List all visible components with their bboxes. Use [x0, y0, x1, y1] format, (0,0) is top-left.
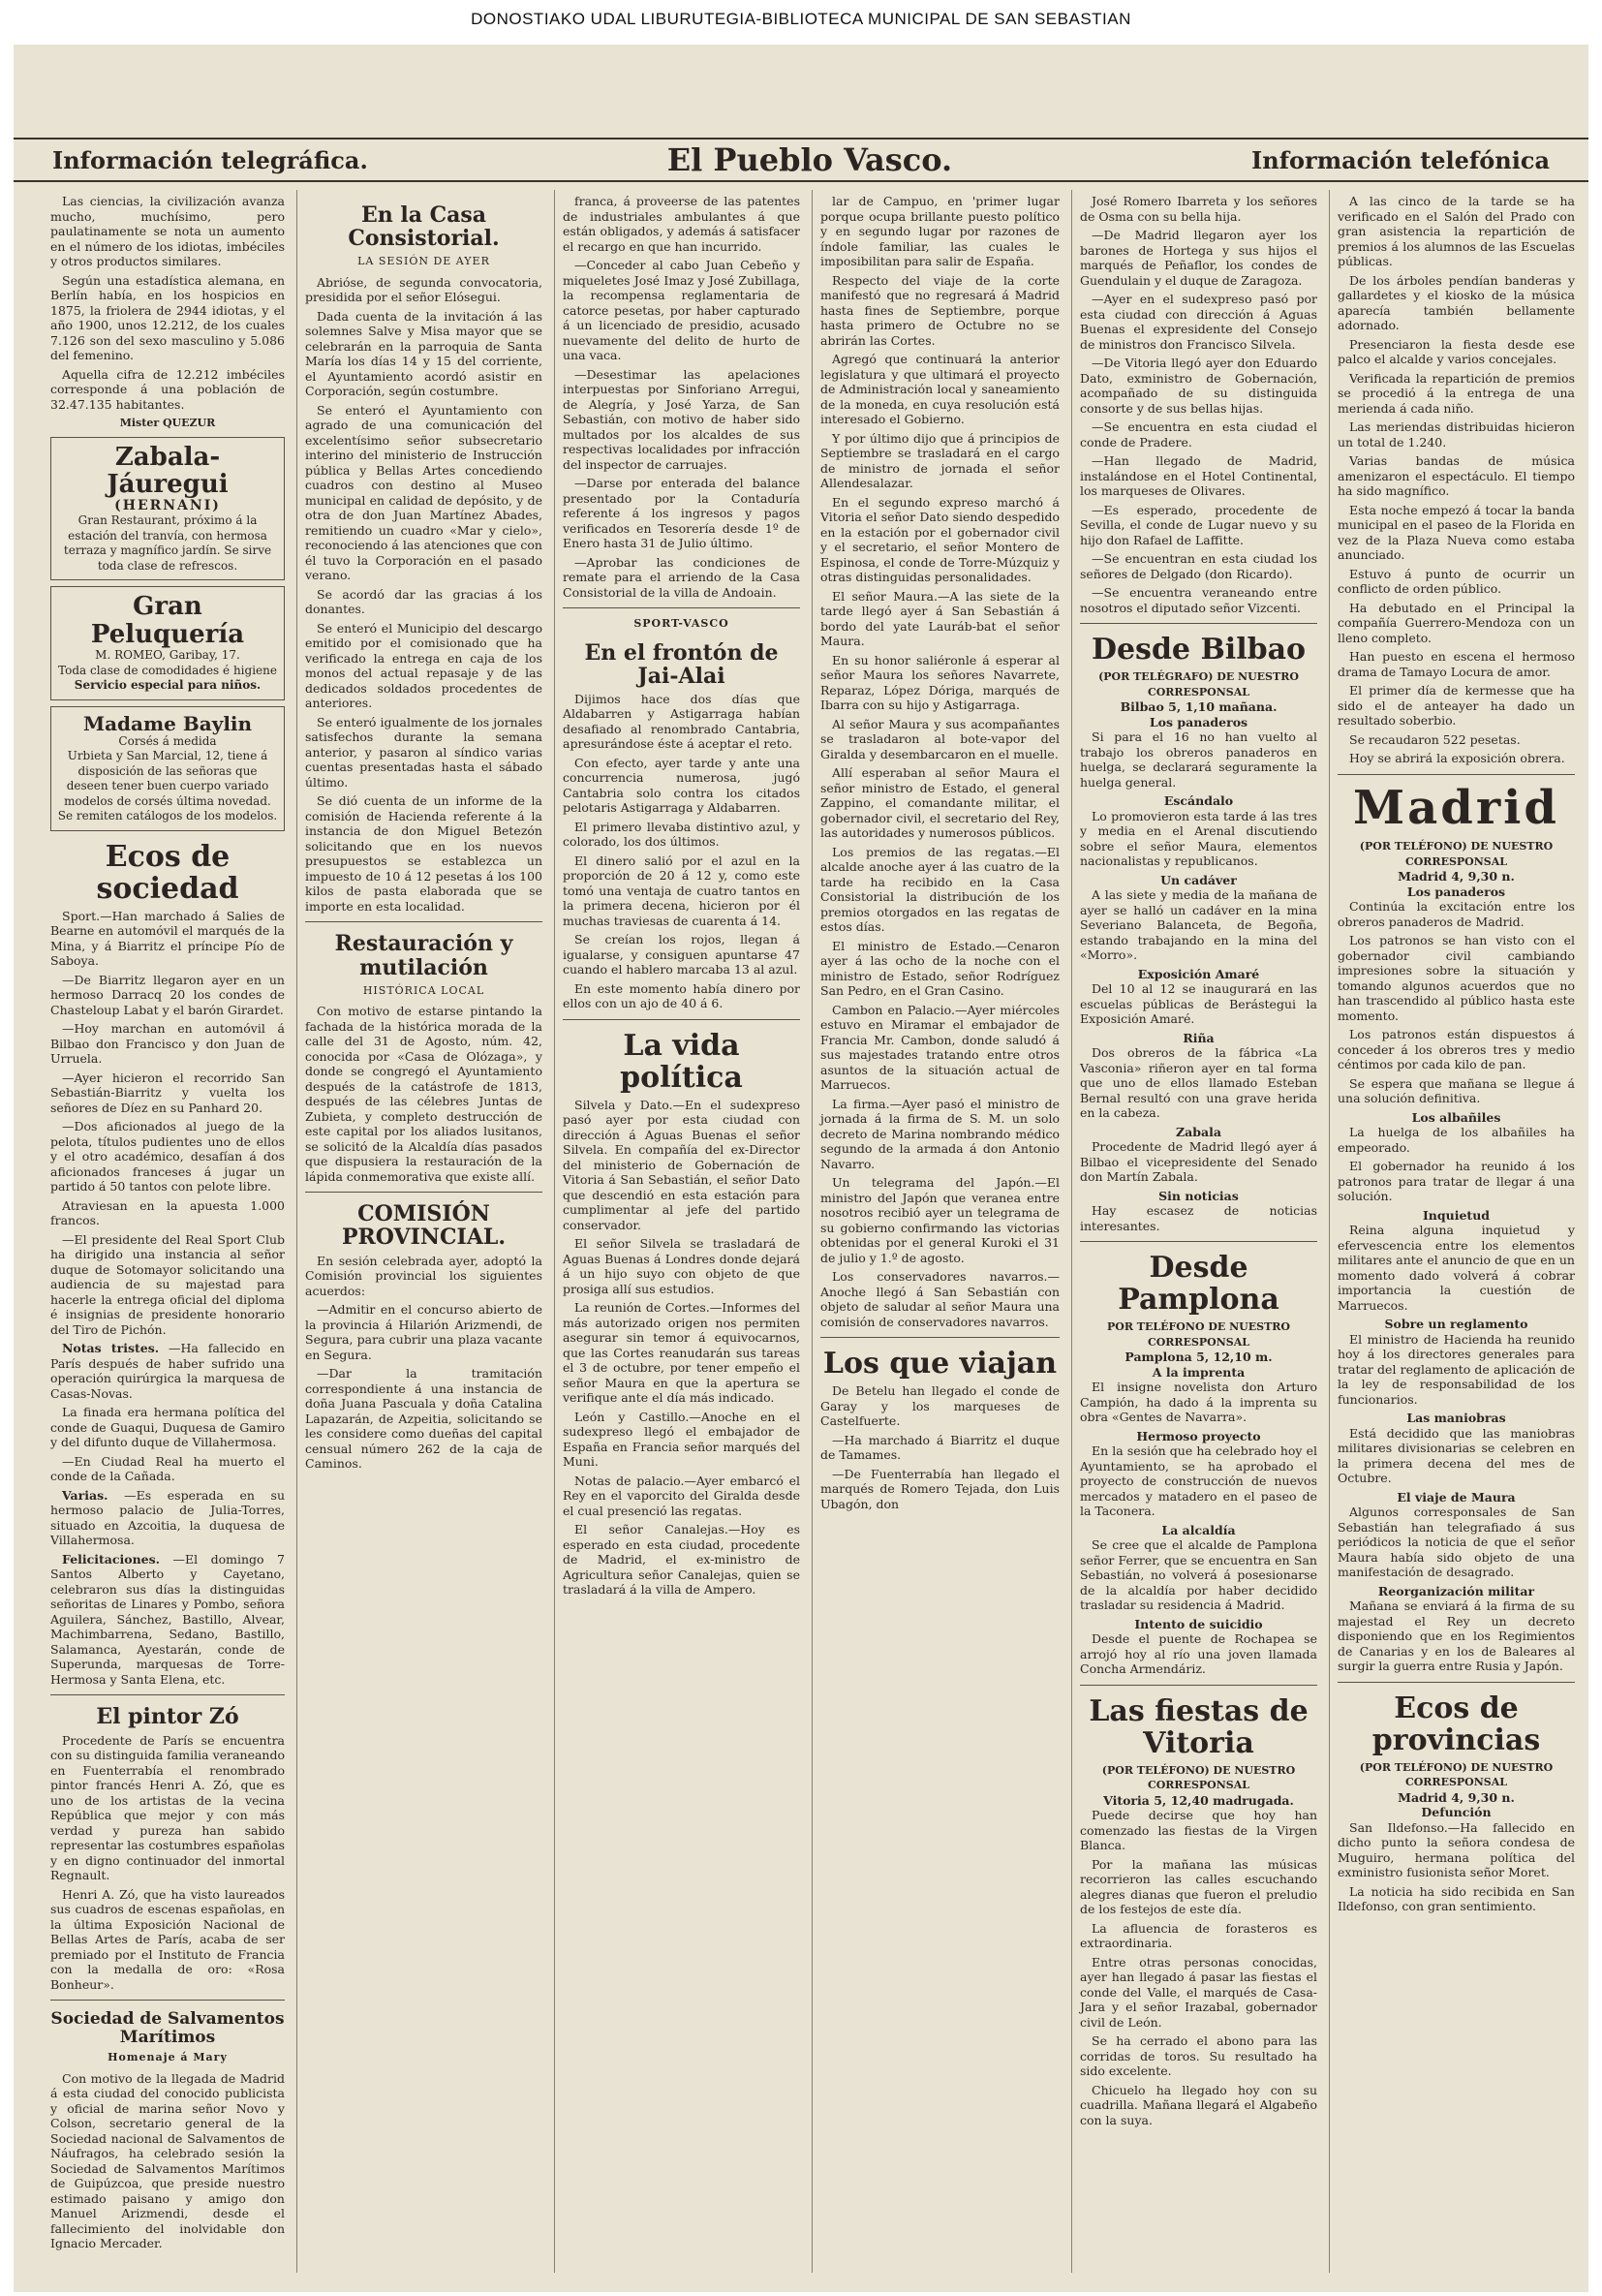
article-paragraph: Si para el 16 no han vuelto al trabajo los obreros panaderos en huelga, se declarará seguramente la huelga general.	[1080, 729, 1317, 790]
article-paragraph: Atraviesan en la apuesta 1.000 francos.	[50, 1197, 285, 1228]
section-subtitle: LA SESIÓN DE AYER	[357, 255, 490, 268]
divider	[820, 1337, 1060, 1338]
article-paragraph: A las cinco de la tarde se ha verificado en el Salón del Prado con gran asistencia la repartición de premios á los alumnos de las Escuelas públicas.	[1338, 194, 1575, 268]
ad-title: Zabala-Jáuregui	[107, 442, 229, 500]
article-paragraph: Mañana se enviará á la firma de su majestad el Rey un decreto disponiendo que en los Regimientos de Canarias y en los de Baleares al surgir la guerra entre Rusia y Japón.	[1338, 1598, 1575, 1674]
article-paragraph: Verificada la repartición de premios se procedió á la entrega de una merienda á cada niño.	[1338, 370, 1575, 416]
article-paragraph: Dos obreros de la fábrica «La Vasconia» riñeron ayer en tal forma que uno de ellos llamado Esteban Bernal resultó con una grave herida en la cabeza.	[1080, 1045, 1317, 1120]
article-paragraph: El señor Canalejas.—Hoy es esperado en esta ciudad, procedente de Madrid, el ex-ministro de Agricultura señor Canalejas, quien se trasladará á la villa de Ampero.	[563, 1522, 800, 1598]
article-paragraph: Han puesto en escena el hermoso drama de Tamayo Locura de amor.	[1338, 649, 1575, 679]
subheading: Zabala	[1176, 1124, 1221, 1139]
ad-text: Se remiten catálogos de los modelos.	[57, 809, 278, 823]
section-title-vitoria: Las fiestas de Vitoria	[1089, 1693, 1309, 1760]
article-paragraph: Presenciaron la fiesta desde ese palco el alcalde y varios concejales.	[1338, 336, 1575, 366]
subheading: Las maniobras	[1406, 1411, 1506, 1426]
column-4	[812, 190, 1067, 2273]
article-paragraph: —Conceder al cabo Juan Cebeño y miqueletes José Imaz y José Zubillaga, la recompensa reglamentaria de catorce pesetas, por haber capturado á un licenciado de presidio, acusado nuevamente del delito de hurto de una vaca.	[563, 258, 800, 362]
article-paragraph: Los premios de las regatas.—El alcalde anoche ayer á las cuatro de la tarde ha recibido en la Casa Consistorial la distribución de los premios otorgados en las regatas de estos días.	[820, 844, 1060, 934]
article-paragraph: franca, á proveerse de las patentes de industriales ambulantes á que están obligados, y además á satisfacer el recargo en que han incurrido.	[563, 194, 800, 254]
section-title-bilbao: Desde Bilbao	[1091, 633, 1307, 667]
ad-title: Gran Peluquería	[90, 592, 245, 649]
article-paragraph: A las siete y media de la mañana de ayer se halló un cadáver en la mina Severiano Balanceta, de Begoña, estando trabajando en la mina del «Morro».	[1080, 887, 1317, 962]
byline: (POR TELÉFONO) DE NUESTRO CORRESPONSAL	[1101, 1763, 1296, 1791]
article-paragraph: Chicuelo ha llegado hoy con su cuadrilla. Mañana llegará el Algabeño con la suya.	[1080, 2082, 1317, 2127]
article-paragraph: El primero llevaba distintivo azul, y colorado, los dos últimos.	[563, 819, 800, 850]
article-paragraph: Silvela y Dato.—En el sudexpreso pasó ayer por esta ciudad con dirección á Aguas Buenas el señor Silvela. En compañía del ex-Director del ministerio de Gobernación de Vitoria á San Sebastián, el señor Dato que descendió en esta estación para cumplimentar al jefe del partido conservador.	[563, 1097, 800, 1232]
section-title-comision: COMISIÓN PROVINCIAL.	[341, 1201, 507, 1251]
section-title-salvamento: Sociedad de Salvamentos Marítimos	[50, 2009, 285, 2047]
article-paragraph: —Se encuentran en esta ciudad los señores de Delgado (don Ricardo).	[1080, 551, 1317, 581]
divider	[1080, 1685, 1317, 1686]
article-paragraph: La finada era hermana política del conde de Guaqui, Duquesa de Gamiro y del difunto duque de Villahermosa.	[50, 1405, 285, 1450]
intro-signature: Mister QUEZUR	[119, 417, 216, 429]
article-paragraph: —Dos aficionados al juego de la pelota, títulos pudientes uno de ellos y el otro académico, desafían á dos aficionados franceses á jugar un partido á 50 tantos con pelote libre.	[50, 1119, 285, 1195]
article-paragraph: —Darse por enterada del balance presentado por la Contaduría referente á los ingresos y pagos verificados en Tesorería desde 1º de Enero hasta 31 de Julio último.	[563, 476, 800, 550]
subheading: Inquietud	[1422, 1207, 1491, 1223]
article-paragraph: De Betelu han llegado el conde de Garay y los marqueses de Castelfuerte.	[820, 1383, 1060, 1428]
section-title-ecos-provincias: Ecos de provincias	[1371, 1691, 1541, 1757]
section-label: SPORT-VASCO	[633, 617, 729, 630]
ad-zabala	[50, 437, 285, 581]
article-paragraph: En este momento había dinero por ellos con un ajo de 40 á 6.	[563, 980, 800, 1011]
divider	[305, 1192, 542, 1193]
ad-text: Urbieta y San Marcial, 12, tiene á disposición de las señoras que deseen tener buen cuerpo variado modelos de corsés última novedad.	[64, 749, 271, 808]
ad-subtitle: (HERNANI)	[114, 497, 221, 513]
article-paragraph: El señor Silvela se trasladará de Aguas Buenas á Londres donde dejará á un hijo suyo con objeto de que prosiga allí sus estudios.	[563, 1236, 800, 1296]
divider	[563, 607, 800, 608]
article-paragraph: Lo promovieron esta tarde á las tres y media en el Arenal discutiendo sobre el señor Maura, elementos nacionalistas y republicanos.	[1080, 808, 1317, 868]
article-paragraph: Se ha cerrado el abono para las corridas de toros. Su resultado ha sido excelente.	[1080, 2033, 1317, 2078]
article-paragraph: Los patronos están dispuestos á conceder á los obreros tres y medio céntimos por cada kilo de pan.	[1338, 1027, 1575, 1072]
article-paragraph: Algunos corresponsales de San Sebastián han telegrafiado á sus periódicos la noticia de que el señor Maura había sido objeto de una manifestación de desagrado.	[1338, 1505, 1575, 1580]
article-paragraph: Se recaudaron 522 pesetas.	[1349, 731, 1521, 747]
ad-peluqueria	[50, 586, 285, 700]
subheading: Escándalo	[1163, 793, 1234, 808]
subheading: Intento de suicidio	[1134, 1616, 1263, 1631]
article-paragraph: —Hoy marchan en automóvil á Bilbao don Francisco y don Juan de Urruela.	[50, 1021, 285, 1067]
masthead-left: Información telegráfica.	[52, 145, 368, 174]
article-paragraph: El dinero salió por el azul en la proporción de 20 á 12 y, como este tomó una ventaja de cuatro tantos en la primera decena, hicieron por él muchas traviesas de cuarenta á 14.	[563, 853, 800, 928]
article-paragraph: —De Madrid llegaron ayer los barones de Hortega y sus hijos el marqués de Peñaflor, los condes de Guendulain y el duque de Zaragoza.	[1080, 228, 1317, 288]
article-paragraph: Se dió cuenta de un informe de la comisión de Hacienda referente á la instancia de don Miguel Betezón solicitando que en los nuevos presupuestos se establezca un impuesto de 10 á 12 pesetas á los 100 kilos de pasta elaborada que se importe en esta localidad.	[305, 793, 542, 914]
article-paragraph	[50, 1552, 285, 1688]
ad-madame-baylin	[50, 706, 285, 831]
masthead-title: El Pueblo Vasco.	[666, 141, 953, 178]
article-paragraph: Estuvo á punto de ocurrir un conflicto de orden público.	[1338, 566, 1575, 596]
article-paragraph: La noticia ha sido recibida en San Ildefonso, con gran sentimiento.	[1338, 1883, 1575, 1914]
article-paragraph: —Dar la tramitación correspondiente á una instancia de doña Juana Pascuala y doña Catalina Lapazarán, de Azpeitia, solicitando se les considere como dueñas del capital censual número 262 de la caja de Caminos.	[305, 1366, 542, 1472]
article-paragraph: Las meriendas distribuidas hicieron un total de 1.240.	[1338, 419, 1575, 450]
article-paragraph: En el segundo expreso marchó á Vitoria el señor Dato siendo despedido en la estación por el gobernador civil y el secretario, el señor Montero de Espinosa, el conde de Torre-Múzquiz y otras distinguidas personalidades.	[820, 494, 1060, 584]
article-paragraph: En sesión celebrada ayer, adoptó la Comisión provincial los siguientes acuerdos:	[305, 1253, 542, 1298]
subheading: Hermoso proyecto	[1136, 1428, 1261, 1443]
article-paragraph: Se creían los rojos, llegan á igualarse, y consiguen apuntarse 47 cuando el hablero marcaba 13 al azul.	[563, 932, 800, 977]
article-paragraph: Se enteró el Municipio del descargo emitido por el comisionado que ha verificado la entrega en caja de los monos del actual repasaje y de las dedicados soldados procedentes de anteriores.	[305, 620, 542, 711]
subsection-label: Notas tristes.	[62, 1341, 160, 1356]
article-paragraph: Respecto del viaje de la corte manifestó que no regresará á Madrid hasta fines de Septiembre, porque hasta primero de Octubre no se abrirán las Cortes.	[820, 272, 1060, 348]
article-paragraph: Los patronos se han visto con el gobernador civil cambiando impresiones sobre la situación y tomando algunos acuerdos que no han trascendido al público hasta este momento.	[1338, 933, 1575, 1023]
article-paragraph: La huelga de los albañiles ha empeorado.	[1338, 1125, 1575, 1155]
byline: (POR TELÉFONO) DE NUESTRO CORRESPONSAL	[1359, 840, 1554, 868]
article-paragraph: San Ildefonso.—Ha fallecido en dicho punto la señora condesa de Muguiro, hermana política del exministro fusionista señor Moret.	[1338, 1819, 1575, 1880]
article-paragraph: Está decidido que las maniobras militares divisionarias se celebren en la primera decena del mes de Octubre.	[1338, 1425, 1575, 1486]
article-paragraph: Sport.—Han marchado á Salies de Bearne en automóvil el marqués de la Mina, y á Biarritz el príncipe Pío de Saboya.	[50, 908, 285, 969]
article-paragraph: Ha debutado en el Principal la compañía Guerrero-Mendoza con un lleno completo.	[1338, 600, 1575, 645]
article-paragraph: León y Castillo.—Anoche en el sudexpreso llegó el embajador de España en Francia señor marqués del Muni.	[563, 1409, 800, 1470]
subheading: Los panaderos	[1149, 714, 1248, 729]
article-text: —Es esperada en su hermoso palacio de Julia-Torres, situado en Azcoitia, la duquesa de Villahermosa.	[50, 1487, 285, 1548]
article-paragraph: Agregó que continuará la anterior legislatura y que ultimará el proyecto de Administración local y saneamiento de la moneda, en cuya resolución está interesado el Gobierno.	[820, 352, 1060, 426]
article-paragraph: Abrióse, de segunda convocatoria, presidida por el señor Elósegui.	[305, 274, 542, 305]
article-paragraph: En la sesión que ha celebrado hoy el Ayuntamiento, se ha aprobado el proyecto de construcción de nuevos mercados y matadero en el paseo de la Taconera.	[1080, 1443, 1317, 1518]
article-paragraph: —Ayer en el sudexpreso pasó por esta ciudad con dirección á Aguas Buenas el expresidente del Consejo de ministros don Francisco Silvela.	[1080, 292, 1317, 352]
article-paragraph: —Es esperado, procedente de Sevilla, el conde de Lugar nuevo y su hijo don Rafael de Laffitte.	[1080, 502, 1317, 547]
article-paragraph: —Se encuentra en esta ciudad el conde de Pradere.	[1080, 419, 1317, 450]
article-paragraph: Desde el puente de Rochapea se arrojó hoy al río una joven llamada Concha Armendáriz.	[1080, 1631, 1317, 1676]
article-paragraph: Se espera que mañana se llegue á una solución definitiva.	[1338, 1075, 1575, 1106]
subheading: A la imprenta	[1152, 1364, 1246, 1380]
article-paragraph: —De Fuenterrabía han llegado el marqués de Romero Tejada, don Luis Ubagón, don	[820, 1466, 1060, 1511]
byline: (POR TELÉGRAFO) DE NUESTRO CORRESPONSAL	[1098, 670, 1299, 698]
article-paragraph: La afluencia de forasteros es extraordinaria.	[1080, 1920, 1317, 1950]
divider	[1080, 623, 1317, 624]
subheading: El viaje de Maura	[1397, 1489, 1516, 1505]
article-paragraph: El ministro de Hacienda ha reunido hoy á los directores generales para tratar del reglamento de aplicación de la ley de responsabilidad de los funcionarios.	[1338, 1331, 1575, 1407]
article-paragraph: Del 10 al 12 se inaugurará en las escuelas públicas de Berástegui la Exposición Amaré.	[1080, 981, 1317, 1026]
article-paragraph: El primer día de kermesse que ha sido el de anteayer ha dado un resultado soberbio.	[1338, 683, 1575, 728]
subheading: Los albañiles	[1411, 1109, 1501, 1125]
subheading: Un cadáver	[1160, 872, 1237, 887]
dateline: Bilbao 5, 1,10 mañana.	[1120, 699, 1278, 714]
intro-text: Las ciencias, la civilización avanza mucho, muchísimo, pero paulatinamente se nota un aumento en el número de los idiotas, imbéciles y otros productos similares.	[50, 194, 285, 268]
article-paragraph: El insigne novelista don Arturo Campión, ha dado á la imprenta su obra «Gentes de Navarra».	[1080, 1380, 1317, 1424]
article-paragraph: Con motivo de estarse pintando la fachada de la histórica morada de la calle del 31 de Agosto, núm. 42, conocida por «Casa de Olózaga», y donde se congregó el Ayuntamiento después de la catástrofe de 1813, después de las célebres Juntas de Zubieta, y completo destrucción de este capital por los aliados lusitanos, se solicitó de la Alcaldía días pasados que dispusiera la restauración de la lápida conmemorativa que existe allí.	[305, 1004, 542, 1184]
masthead-right: Información telefónica	[1251, 145, 1550, 174]
newspaper-page	[14, 45, 1588, 2292]
article-paragraph: El gobernador ha reunido á los patronos para tratar de llegar á una solución.	[1338, 1159, 1575, 1204]
article-paragraph: Por la mañana las músicas recorrieron las calles escuchando alegres dianas que fueron el preludio de los festejos de este día.	[1080, 1856, 1317, 1916]
section-title-restauracion: Restauración y mutilación	[334, 931, 513, 980]
subsection-label: Varias.	[62, 1487, 108, 1503]
section-title-jai-alai: En el frontón de Jai-Alai	[584, 639, 779, 689]
article-paragraph: De los árboles pendían banderas y gallardetes y el kiosko de la música aparecía también bellamente adornado.	[1338, 272, 1575, 332]
dateline: Vitoria 5, 12,40 madrugada.	[1103, 1792, 1294, 1808]
section-title-pamplona: Desde Pamplona	[1118, 1251, 1279, 1317]
article-paragraph: —Desestimar las apelaciones interpuestas por Sinforiano Arregui, de Alegría, y José Yarza, de San Sebastián, con motivo de haber sido multados por los alcaldes de sus respectivas localidades por infracción del inspector de carruajes.	[563, 366, 800, 472]
article-paragraph: Continúa la excitación entre los obreros panaderos de Madrid.	[1338, 899, 1575, 929]
section-subtitle: Homenaje á Mary	[108, 2051, 228, 2064]
article-paragraph: Con efecto, ayer tarde y ante una concurrencia numerosa, jugó Cantabria solo contra los citados pelotaris Astigarraga y Aldabarren.	[563, 755, 800, 816]
section-title-los-que-viajan: Los que viajan	[822, 1347, 1058, 1381]
article-paragraph: La firma.—Ayer pasó el ministro de jornada á la firma de S. M. un solo decreto de Marina nombrando médico segundo de la armada á don Antonio Navarro.	[820, 1096, 1060, 1171]
article-paragraph: —En Ciudad Real ha muerto el conde de la Cañada.	[50, 1453, 285, 1484]
article-paragraph: El ministro de Estado.—Cenaron ayer á las ocho de la noche con el ministro de Estado, señor Rodríguez San Pedro, en el Gran Casino.	[820, 938, 1060, 998]
article-paragraph: Se cree que el alcalde de Pamplona señor Ferrer, que se encuentra en San Sebastián, no volverá á posesionarse de la alcaldía por haber decidido trasladar su residencia á Madrid.	[1080, 1537, 1317, 1612]
article-paragraph: —De Vitoria llegó ayer don Eduardo Dato, exministro de Gobernación, acompañado de su distinguida consorte y de sus bellas hijas.	[1080, 356, 1317, 416]
divider	[1338, 1682, 1575, 1683]
dateline: Madrid 4, 9,30 n.	[1398, 1789, 1515, 1805]
article-paragraph: Se acordó dar las gracias á los donantes.	[305, 586, 542, 617]
article-paragraph: Henri A. Zó, que ha visto laureados sus cuadros de escenas españolas, en la última Exposición Nacional de Bellas Artes de París, acaba de ser premiado por el Instituto de Francia con la medalla de oro: «Rosa Bonheur».	[50, 1886, 285, 1992]
article-paragraph: Los conservadores navarros.—Anoche llegó á San Sebastián con objeto de saludar al señor Maura una comisión de conservadores navarros.	[820, 1269, 1060, 1329]
article-paragraph: —Aprobar las condiciones de remate para el arriendo de la Casa Consistorial de la villa de Andoain.	[563, 554, 800, 600]
ad-title: Madame Baylin	[82, 711, 253, 735]
section-title-casa-consistorial: En la Casa Consistorial.	[348, 202, 500, 252]
byline: (POR TELÉFONO) DE NUESTRO CORRESPONSAL	[1359, 1760, 1554, 1789]
article-paragraph: Dada cuenta de la invitación á las solemnes Salve y Misa mayor que se celebrarán en la parroquia de Santa María los días 14 y 15 del corriente, el Ayuntamiento acordó asistir en Corporación, según costumbre.	[305, 308, 542, 399]
dateline: Madrid 4, 9,30 n.	[1398, 869, 1515, 884]
subsection-label: Felicitaciones.	[62, 1551, 161, 1567]
column-2	[296, 190, 550, 2273]
article-paragraph	[50, 1341, 285, 1401]
dateline: Pamplona 5, 12,10 m.	[1124, 1350, 1273, 1364]
article-paragraph: Dijimos hace dos días que Aldabarren y Astigarraga habían desafiado al renombrado Cantabria, apresurándose éste á aceptar el reto.	[563, 691, 800, 752]
article-paragraph: Procedente de Madrid llegó ayer á Bilbao el vicepresidente del Senado don Martín Zabala.	[1080, 1139, 1317, 1184]
article-paragraph: —Han llegado de Madrid, instalándose en el Hotel Continental, los marqueses de Olivares.	[1080, 453, 1317, 498]
article-paragraph: Allí esperaban al señor Maura el señor ministro de Estado, el general Zappino, el comandante militar, el gobernador civil, el secretario del Rey, las autoridades y numerosos públicos.	[820, 765, 1060, 840]
ad-text: Toda clase de comodidades é higiene	[58, 663, 277, 677]
byline: POR TELÉFONO DE NUESTRO CORRESPONSAL	[1106, 1320, 1290, 1349]
article-paragraph: —El presidente del Real Sport Club ha dirigido una instancia al señor duque de Sotomayor solicitando una audiencia de su majestad para hacerle la entrega oficial del diploma é insignias de presidente honorario del Tiro de Pichón.	[50, 1231, 285, 1337]
article-paragraph: Puede decirse que hoy han comenzado las fiestas de la Virgen Blanca.	[1080, 1808, 1317, 1852]
section-subtitle: HISTÓRICA LOCAL	[362, 983, 485, 997]
subheading: Exposición Amaré	[1137, 966, 1260, 981]
article-paragraph: —Se encuentra veraneando entre nosotros el diputado señor Vizcenti.	[1080, 585, 1317, 615]
column-5	[1071, 190, 1325, 2273]
article-text: —El domingo 7 Santos Alberto y Cayetano, celebraron sus días la distinguidas señoritas de Linares y Pombo, señora Aguilera, Sánchez, Bastillo, Alvear, Machimbarrena, Sedano, Bastillo, Salamanca, Ayestarán, conde de Superunda, marquesas de Torre-Hermosa y Santa Elena, etc.	[50, 1551, 285, 1687]
subheading: Sin noticias	[1158, 1188, 1239, 1203]
divider	[305, 921, 542, 922]
article-paragraph: Al señor Maura y sus acompañantes se trasladaron al bote-vapor del Giralda y desembarcaron en el muelle.	[820, 716, 1060, 761]
article-paragraph: Notas de palacio.—Ayer embarcó el Rey en el vaporcito del Giralda desde el cual presenció las regatas.	[563, 1473, 800, 1518]
subheading: Sobre un reglamento	[1384, 1317, 1528, 1332]
article-paragraph: —Ha marchado á Biarritz el duque de Tamames.	[820, 1432, 1060, 1462]
article-paragraph: lar de Campuo, en 'primer lugar porque ocupa brillante puesto político y en segundo lugar por razones de índole familiar, las cuales le imposibilitan para salir de España.	[820, 194, 1060, 268]
article-paragraph: Hoy se abrirá la exposición obrera.	[1349, 751, 1565, 765]
ad-text: Servicio especial para niños.	[74, 678, 262, 693]
article-paragraph: Hay escasez de noticias interesantes.	[1080, 1203, 1317, 1233]
article-paragraph: Varias bandas de música amenizaron el espectáculo. El tiempo ha sido magnífico.	[1338, 453, 1575, 498]
library-header: DONOSTIAKO UDAL LIBURUTEGIA-BIBLIOTECA MUNICIPAL DE SAN SEBASTIAN	[0, 0, 1602, 45]
article-paragraph: Esta noche empezó á tocar la banda municipal en el paseo de la Florida en vez de la Plaza Nueva como estaba anunciado.	[1338, 502, 1575, 562]
subheading: La alcaldía	[1161, 1522, 1236, 1537]
section-title-madrid: Madrid	[1353, 780, 1559, 835]
section-title-ecos: Ecos de sociedad	[96, 839, 239, 906]
ad-text: Gran Restaurant, próximo á la estación del tranvía, con hermosa terraza y magnífico jardín. Se sirve toda clase de refrescos.	[63, 513, 272, 573]
article-paragraph: Procedente de París se encuentra con su distinguida familia veraneando en Fuenterrabía el renombrado pintor francés Henri A. Zó, que es uno de los artistas de la vecina República que mejor y con más verdad y pureza han sabido representar las costumbres españolas y en digno continuador del inmortal Regnault.	[50, 1732, 285, 1883]
divider	[50, 1694, 285, 1695]
article-paragraph: Se enteró el Ayuntamiento con agrado de una comunicación del excelentísimo señor subsecretario interino del ministerio de Instrucción pública y Bellas Artes concediendo cuadros con destino al Museo municipal en calidad de depósito, y de otra de don Juan Martínez Abades, remitiendo un cuadro «Mar y cielo», reconociendo á las atenciones que con él tuvo la Corporación en el pasado verano.	[305, 402, 542, 583]
divider	[1080, 1241, 1317, 1242]
article-paragraph: Cambon en Palacio.—Ayer miércoles estuvo en Miramar el embajador de Francia Mr. Cambon, donde saludó á sus majestades tratando entre otros asuntos de la situación actual de Marruecos.	[820, 1002, 1060, 1092]
article-text: —Ha fallecido en París después de haber sufrido una operación quirúrgica la marquesa de Casas-Novas.	[50, 1341, 285, 1401]
divider	[563, 1019, 800, 1020]
article-paragraph: —Ayer hicieron el recorrido San Sebastián-Biarritz y vuelta los señores de Díez en su Panhard 20.	[50, 1070, 285, 1115]
article-paragraph	[50, 1488, 285, 1548]
ad-subtitle: Corsés á medida	[118, 733, 217, 748]
article-paragraph: El señor Maura.—A las siete de la tarde llegó ayer á San Sebastián á bordo del yate Lauráb-bat el señor Maura.	[820, 588, 1060, 648]
column-1	[43, 190, 293, 2273]
article-paragraph: Se enteró igualmente de los jornales satisfechos durante la semana anterior, y pasaron al síndico varias cuentas presentadas hasta el sábado último.	[305, 714, 542, 790]
intro-text: Aquella cifra de 12.212 imbéciles corresponde á una población de 32.47.135 habitantes.	[50, 366, 285, 412]
divider	[50, 2000, 285, 2001]
article-paragraph: Un telegrama del Japón.—El ministro del Japón que veranea entre nosotros recibió ayer un telegrama de su gobierno confirmando las victorias obtenidas por el general Kuroki el 31 de julio y 1.º de agosto.	[820, 1175, 1060, 1265]
masthead	[14, 138, 1588, 182]
subheading: Los panaderos	[1406, 884, 1506, 899]
article-paragraph: Y por último dijo que á principios de Septiembre se trasladará en el cargo de ministro de jornada el señor Allendesalazar.	[820, 430, 1060, 490]
section-title-pintor: El pintor Zó	[96, 1704, 239, 1730]
article-paragraph: José Romero Ibarreta y los señores de Osma con su bella hija.	[1080, 194, 1317, 224]
intro-text: Según una estadística alemana, en Berlín había, en los hospicios en 1875, la friolera de 2944 idiotas, y el año 1900, unos 12.212, de los cuales 7.126 son del sexo masculino y 5.086 del femenino.	[50, 272, 285, 362]
article-paragraph: —De Biarritz llegaron ayer en un hermoso Darracq 20 los condes de Chasteloup Labat y el barón Girardet.	[50, 972, 285, 1017]
subheading: Defunción	[1421, 1805, 1492, 1820]
article-paragraph: Con motivo de la llegada de Madrid á esta ciudad del conocido publicista y oficial de marina señor Novo y Colson, secretario general de la Sociedad nacional de Salvamentos de Náufragos, ha celebrado sesión la Sociedad de Salvamentos Marítimos de Guipúzcoa, que preside nuestro estimado paisano y amigo don Manuel Arizmendi, desde el fallecimiento del inolvidable don Ignacio Mercader.	[50, 2070, 285, 2251]
subheading: Riña	[1183, 1030, 1215, 1045]
column-6	[1329, 190, 1583, 2273]
article-paragraph: En su honor saliéronle á esperar al señor Maura los señores Navarrete, Reparaz, López Dóriga, marqués de Ibarra con su hijo y Astigarraga.	[820, 652, 1060, 712]
subheading: Reorganización militar	[1377, 1583, 1535, 1598]
section-title-vida-politica: La vida política	[620, 1028, 743, 1095]
article-paragraph: Reina alguna inquietud y efervescencia entre los elementos militares ante el anuncio de que en un momento dado volverá á cobrar importancia la cuestión de Marruecos.	[1338, 1223, 1575, 1313]
article-paragraph: La reunión de Cortes.—Informes del más autorizado origen nos permiten asegurar sin temor á equivocarnos, que las Cortes reanudarán sus tareas el 3 de octubre, por tener empeño el señor Maura en que la apertura se verifique ante el día más indicado.	[563, 1300, 800, 1406]
ad-subtitle: M. ROMEO, Garibay, 17.	[95, 648, 240, 663]
column-3	[554, 190, 808, 2273]
divider	[1338, 774, 1575, 775]
article-paragraph: Entre otras personas conocidas, ayer han llegado á pasar las fiestas el conde del Valle, el marqués de Casa-Jara y el señor Irazabal, gobernador civil de León.	[1080, 1954, 1317, 2030]
article-paragraph: —Admitir en el concurso abierto de la provincia á Hilarión Arizmendi, de Segura, para cubrir una plaza vacante en Segura.	[305, 1302, 542, 1362]
